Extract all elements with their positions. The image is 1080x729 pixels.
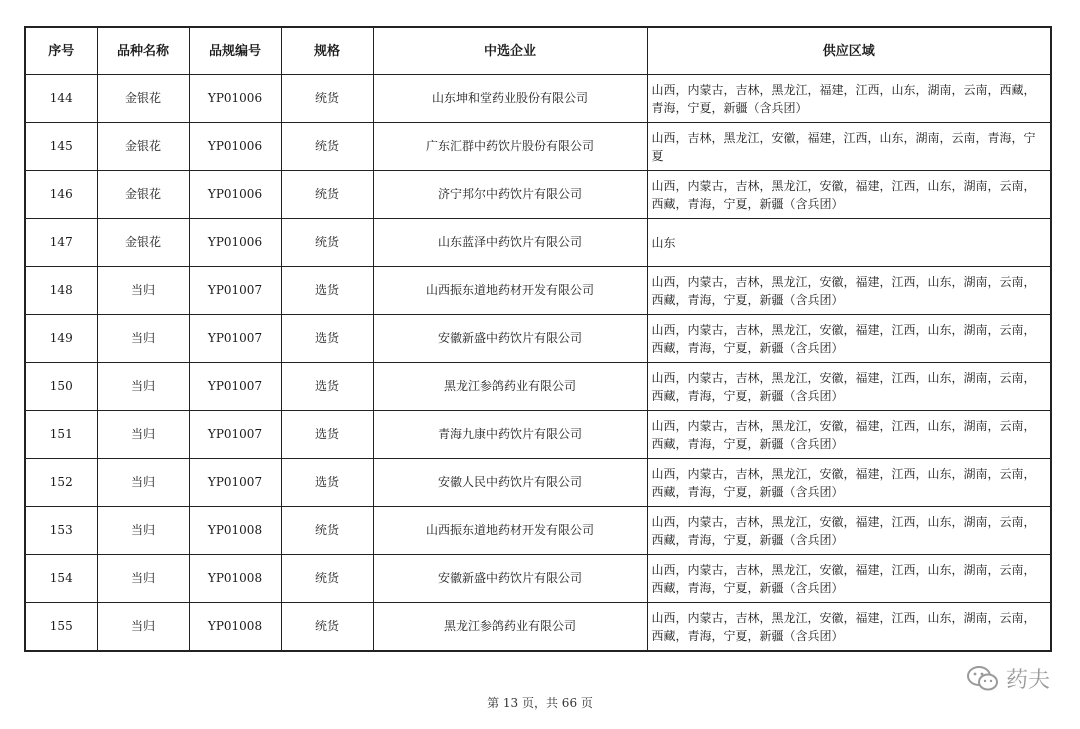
cell-company: 山西振东道地药材开发有限公司	[373, 267, 647, 315]
cell-company: 山东坤和堂药业股份有限公司	[373, 75, 647, 123]
table-row	[25, 171, 1051, 219]
cell-company: 安徽新盛中药饮片有限公司	[373, 555, 647, 603]
col-header-company: 中选企业	[373, 27, 647, 75]
cell-index: 152	[25, 459, 97, 507]
table-row	[25, 555, 1051, 603]
cell-code: YP01007	[189, 459, 281, 507]
cell-spec: 统货	[281, 75, 373, 123]
cell-index: 149	[25, 315, 97, 363]
cell-spec: 统货	[281, 219, 373, 267]
cell-code: YP01007	[189, 411, 281, 459]
cell-spec: 统货	[281, 507, 373, 555]
cell-spec: 选货	[281, 267, 373, 315]
cell-code: YP01007	[189, 363, 281, 411]
table-row	[25, 267, 1051, 315]
table-row	[25, 603, 1051, 652]
cell-code: YP01008	[189, 507, 281, 555]
cell-index: 153	[25, 507, 97, 555]
cell-company: 广东汇群中药饮片股份有限公司	[373, 123, 647, 171]
cell-code: YP01006	[189, 123, 281, 171]
watermark	[966, 663, 1050, 694]
cell-index: 155	[25, 603, 97, 652]
table-header	[25, 27, 1051, 75]
cell-company: 安徽新盛中药饮片有限公司	[373, 315, 647, 363]
cell-variety: 当归	[97, 459, 189, 507]
cell-variety: 金银花	[97, 219, 189, 267]
cell-variety: 当归	[97, 603, 189, 652]
cell-region: 山西，内蒙古，吉林，黑龙江，安徽，福建，江西，山东，湖南，云南，西藏，青海，宁夏，新疆（含兵团）	[647, 507, 1051, 555]
cell-code: YP01008	[189, 555, 281, 603]
cell-company: 青海九康中药饮片有限公司	[373, 411, 647, 459]
watermark-text: 药夫	[1005, 668, 1050, 693]
table-row	[25, 363, 1051, 411]
cell-spec: 统货	[281, 123, 373, 171]
cell-index: 144	[25, 75, 97, 123]
cell-region: 山西，内蒙古，吉林，黑龙江，安徽，福建，江西，山东，湖南，云南，西藏，青海，宁夏，新疆（含兵团）	[647, 411, 1051, 459]
table-row	[25, 75, 1051, 123]
cell-variety: 金银花	[97, 75, 189, 123]
cell-company: 黑龙江参鸽药业有限公司	[373, 363, 647, 411]
cell-code: YP01006	[189, 75, 281, 123]
cell-index: 150	[25, 363, 97, 411]
cell-region: 山西，内蒙古，吉林，黑龙江，安徽，福建，江西，山东，湖南，云南，西藏，青海，宁夏，新疆（含兵团）	[647, 171, 1051, 219]
table-row	[25, 219, 1051, 267]
cell-code: YP01007	[189, 315, 281, 363]
col-header-index: 序号	[25, 27, 97, 75]
col-header-code: 品规编号	[189, 27, 281, 75]
wechat-icon	[966, 665, 1000, 693]
col-header-spec: 规格	[281, 27, 373, 75]
cell-company: 山西振东道地药材开发有限公司	[373, 507, 647, 555]
cell-spec: 统货	[281, 603, 373, 652]
cell-region: 山西，内蒙古，吉林，黑龙江，安徽，福建，江西，山东，湖南，云南，西藏，青海，宁夏，新疆（含兵团）	[647, 603, 1051, 652]
cell-code: YP01008	[189, 603, 281, 652]
cell-index: 146	[25, 171, 97, 219]
cell-company: 安徽人民中药饮片有限公司	[373, 459, 647, 507]
table-row	[25, 315, 1051, 363]
cell-region: 山西，内蒙古，吉林，黑龙江，安徽，福建，江西，山东，湖南，云南，西藏，青海，宁夏，新疆（含兵团）	[647, 315, 1051, 363]
cell-company: 黑龙江参鸽药业有限公司	[373, 603, 647, 652]
cell-index: 151	[25, 411, 97, 459]
table-row	[25, 459, 1051, 507]
table-row	[25, 411, 1051, 459]
cell-region: 山西，内蒙古，吉林，黑龙江，安徽，福建，江西，山东，湖南，云南，西藏，青海，宁夏，新疆（含兵团）	[647, 267, 1051, 315]
cell-spec: 选货	[281, 363, 373, 411]
cell-spec: 选货	[281, 411, 373, 459]
cell-region: 山西，吉林，黑龙江，安徽，福建，江西，山东，湖南，云南，青海，宁夏	[647, 123, 1051, 171]
supply-table	[24, 26, 1052, 652]
cell-code: YP01007	[189, 267, 281, 315]
cell-region: 山西，内蒙古，吉林，黑龙江，福建，江西，山东，湖南，云南，西藏，青海，宁夏，新疆（含兵团）	[647, 75, 1051, 123]
cell-region: 山西，内蒙古，吉林，黑龙江，安徽，福建，江西，山东，湖南，云南，西藏，青海，宁夏，新疆（含兵团）	[647, 363, 1051, 411]
cell-variety: 金银花	[97, 123, 189, 171]
cell-index: 147	[25, 219, 97, 267]
cell-variety: 当归	[97, 267, 189, 315]
cell-code: YP01006	[189, 219, 281, 267]
cell-spec: 选货	[281, 459, 373, 507]
table-body	[25, 75, 1051, 652]
cell-company: 山东蓝泽中药饮片有限公司	[373, 219, 647, 267]
cell-company: 济宁邦尔中药饮片有限公司	[373, 171, 647, 219]
cell-variety: 当归	[97, 363, 189, 411]
cell-variety: 当归	[97, 555, 189, 603]
cell-spec: 统货	[281, 555, 373, 603]
cell-region: 山东	[647, 219, 1051, 267]
cell-code: YP01006	[189, 171, 281, 219]
cell-spec: 选货	[281, 315, 373, 363]
cell-variety: 当归	[97, 507, 189, 555]
col-header-region: 供应区域	[647, 27, 1051, 75]
cell-region: 山西，内蒙古，吉林，黑龙江，安徽，福建，江西，山东，湖南，云南，西藏，青海，宁夏，新疆（含兵团）	[647, 459, 1051, 507]
page-number: 第 13 页，共 66 页	[487, 696, 593, 710]
header-row	[25, 27, 1051, 75]
cell-index: 148	[25, 267, 97, 315]
cell-index: 154	[25, 555, 97, 603]
cell-spec: 统货	[281, 171, 373, 219]
cell-index: 145	[25, 123, 97, 171]
table-row	[25, 123, 1051, 171]
col-header-variety: 品种名称	[97, 27, 189, 75]
cell-region: 山西，内蒙古，吉林，黑龙江，安徽，福建，江西，山东，湖南，云南，西藏，青海，宁夏，新疆（含兵团）	[647, 555, 1051, 603]
cell-variety: 金银花	[97, 171, 189, 219]
cell-variety: 当归	[97, 411, 189, 459]
table-row	[25, 507, 1051, 555]
cell-variety: 当归	[97, 315, 189, 363]
